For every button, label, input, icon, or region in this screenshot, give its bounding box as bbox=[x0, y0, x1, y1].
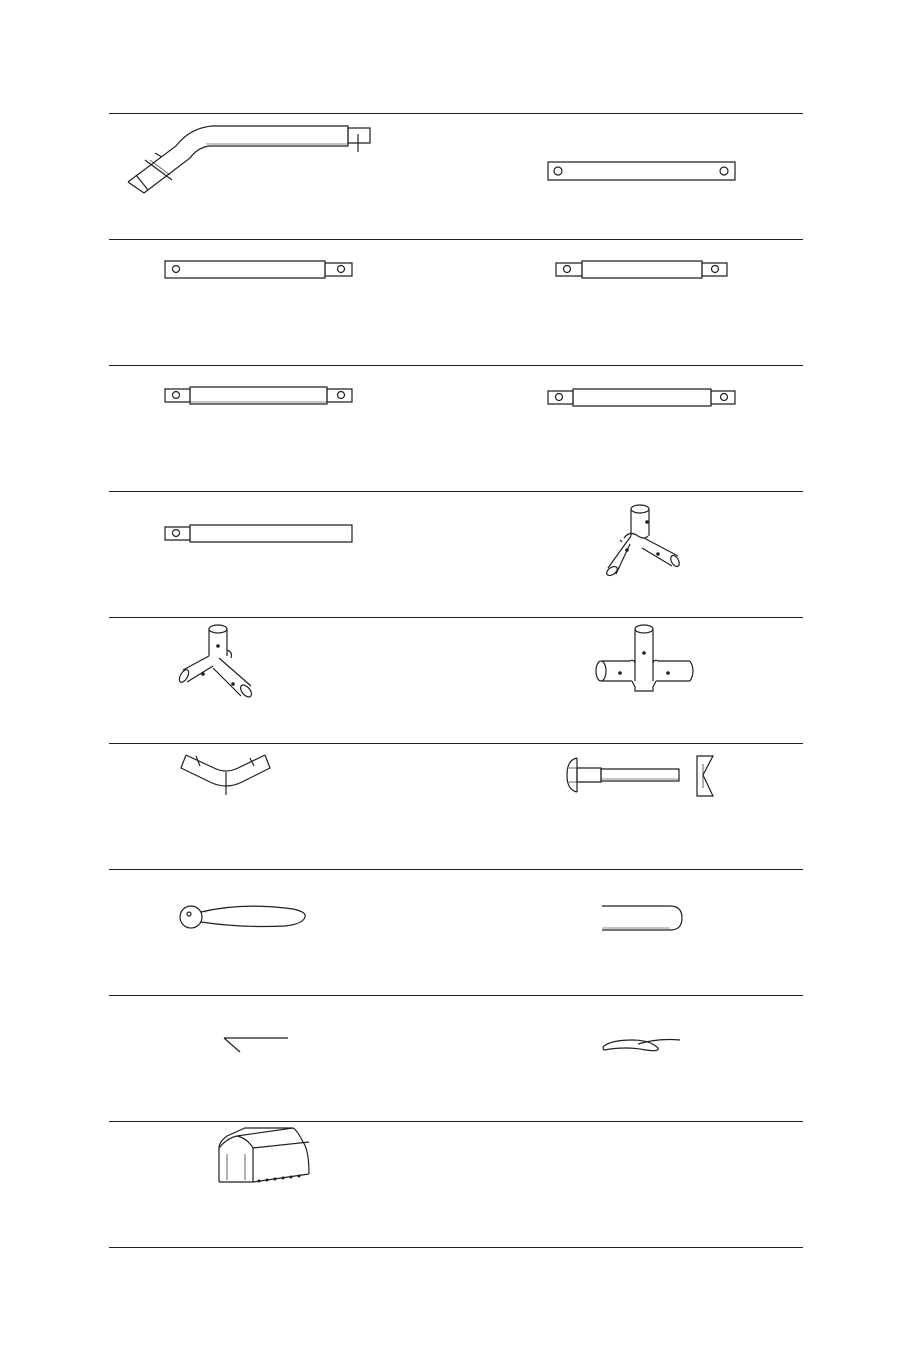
angled-tube-icon bbox=[120, 120, 380, 200]
row-divider bbox=[109, 869, 803, 870]
stake-icon bbox=[220, 1030, 292, 1058]
end-cap-icon bbox=[598, 902, 688, 934]
rope-icon bbox=[598, 1030, 686, 1058]
elbow-connector-icon bbox=[178, 750, 273, 798]
row-divider bbox=[109, 617, 803, 618]
row-divider bbox=[109, 239, 803, 240]
row-divider bbox=[109, 1121, 803, 1122]
row-divider bbox=[109, 491, 803, 492]
row-divider bbox=[109, 743, 803, 744]
long-tube-two-flat-ends-icon bbox=[162, 384, 357, 408]
shelter-cover-icon bbox=[213, 1124, 311, 1186]
row-divider bbox=[109, 995, 803, 996]
row-divider bbox=[109, 1247, 803, 1248]
tube-one-flat-end-icon bbox=[162, 258, 357, 282]
three-way-connector-icon bbox=[600, 500, 685, 580]
flat-bar-icon bbox=[545, 158, 740, 186]
long-tube-two-flat-ends-icon bbox=[545, 386, 740, 410]
bolt-and-wing-nut-icon bbox=[563, 752, 723, 800]
ball-bungee-icon bbox=[175, 898, 310, 936]
three-way-connector-icon bbox=[173, 622, 258, 700]
tube-one-flat-end-icon bbox=[162, 522, 357, 546]
row-divider bbox=[109, 365, 803, 366]
row-divider bbox=[109, 113, 803, 114]
short-tube-two-flat-ends-icon bbox=[553, 258, 731, 282]
four-way-connector-icon bbox=[592, 623, 702, 695]
